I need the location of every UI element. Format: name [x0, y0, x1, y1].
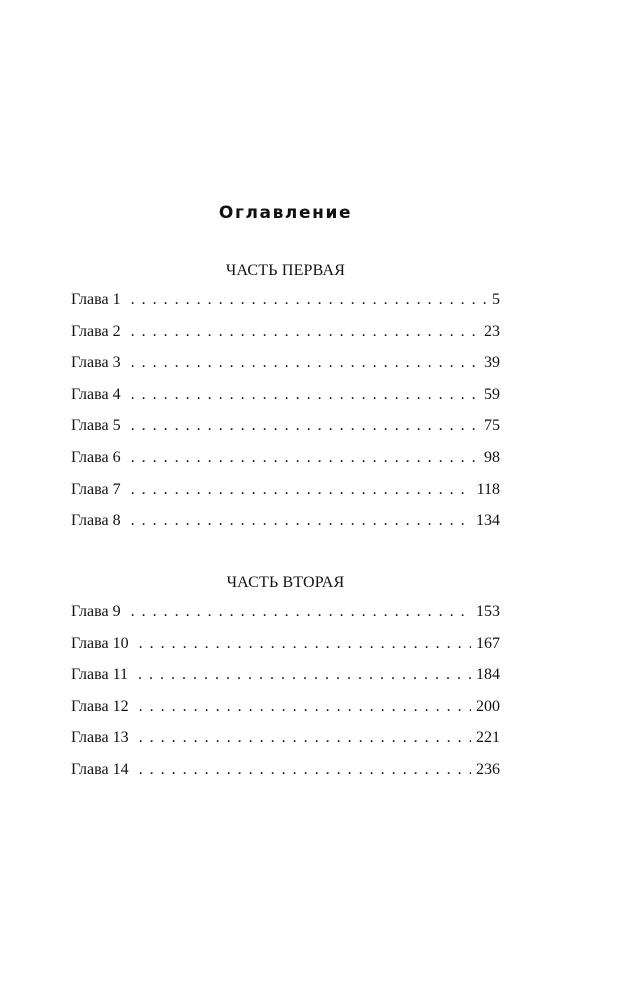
toc-entry [71, 351, 500, 383]
toc-entry [71, 414, 500, 446]
chapter-label: Глава 13 [71, 729, 129, 747]
toc-entry [71, 600, 500, 632]
toc-entry [71, 695, 500, 727]
page-number: 75 [484, 417, 500, 435]
dot-leader [131, 288, 487, 312]
dot-leader [131, 351, 479, 375]
page-number: 39 [484, 354, 500, 372]
page-number: 221 [476, 729, 500, 747]
dot-leader [139, 632, 471, 656]
page-number: 200 [476, 697, 500, 715]
toc-list-part-one [71, 288, 500, 541]
chapter-label: Глава 4 [71, 385, 121, 403]
toc-entry [71, 446, 500, 478]
page-number: 134 [476, 512, 500, 530]
toc-entry [71, 663, 500, 695]
page-number: 59 [484, 385, 500, 403]
dot-leader [131, 446, 479, 470]
part-heading-second: ЧАСТЬ ВТОРАЯ [226, 574, 345, 591]
chapter-label: Глава 10 [71, 634, 129, 652]
chapter-label: Глава 3 [71, 354, 121, 372]
dot-leader [131, 383, 479, 407]
toc-entry [71, 288, 500, 320]
page-number: 118 [476, 480, 500, 498]
chapter-label: Глава 14 [71, 760, 129, 778]
page-number: 167 [476, 634, 500, 652]
toc-entry [71, 320, 500, 352]
page-number: 5 [492, 291, 500, 308]
dot-leader [131, 509, 471, 533]
dot-leader [131, 414, 479, 438]
toc-entry [71, 478, 500, 510]
dot-leader [139, 726, 471, 750]
toc-title: Оглавление [218, 203, 353, 223]
dot-leader [138, 663, 471, 687]
toc-list-part-two [71, 600, 500, 790]
page-number: 184 [476, 666, 500, 684]
dot-leader [131, 478, 472, 502]
dot-leader [131, 320, 479, 344]
chapter-label: Глава 5 [71, 417, 121, 435]
dot-leader [139, 695, 471, 719]
dot-leader [139, 758, 471, 782]
chapter-label: Глава 6 [71, 448, 121, 466]
dot-leader [131, 600, 471, 624]
part-heading-first: ЧАСТЬ ПЕРВАЯ [225, 262, 346, 279]
toc-entry [71, 758, 500, 790]
chapter-label: Глава 9 [71, 603, 121, 620]
page-number: 236 [476, 760, 500, 778]
page-number: 98 [484, 448, 500, 466]
chapter-label: Глава 2 [71, 322, 121, 340]
toc-entry [71, 509, 500, 541]
chapter-label: Глава 12 [71, 697, 129, 715]
chapter-label: Глава 1 [71, 291, 121, 308]
chapter-label: Глава 11 [71, 666, 128, 684]
toc-entry [71, 383, 500, 415]
chapter-label: Глава 7 [71, 480, 121, 498]
page-number: 23 [484, 322, 500, 340]
page-number: 153 [476, 603, 500, 620]
toc-entry [71, 632, 500, 664]
chapter-label: Глава 8 [71, 512, 121, 530]
toc-entry [71, 726, 500, 758]
